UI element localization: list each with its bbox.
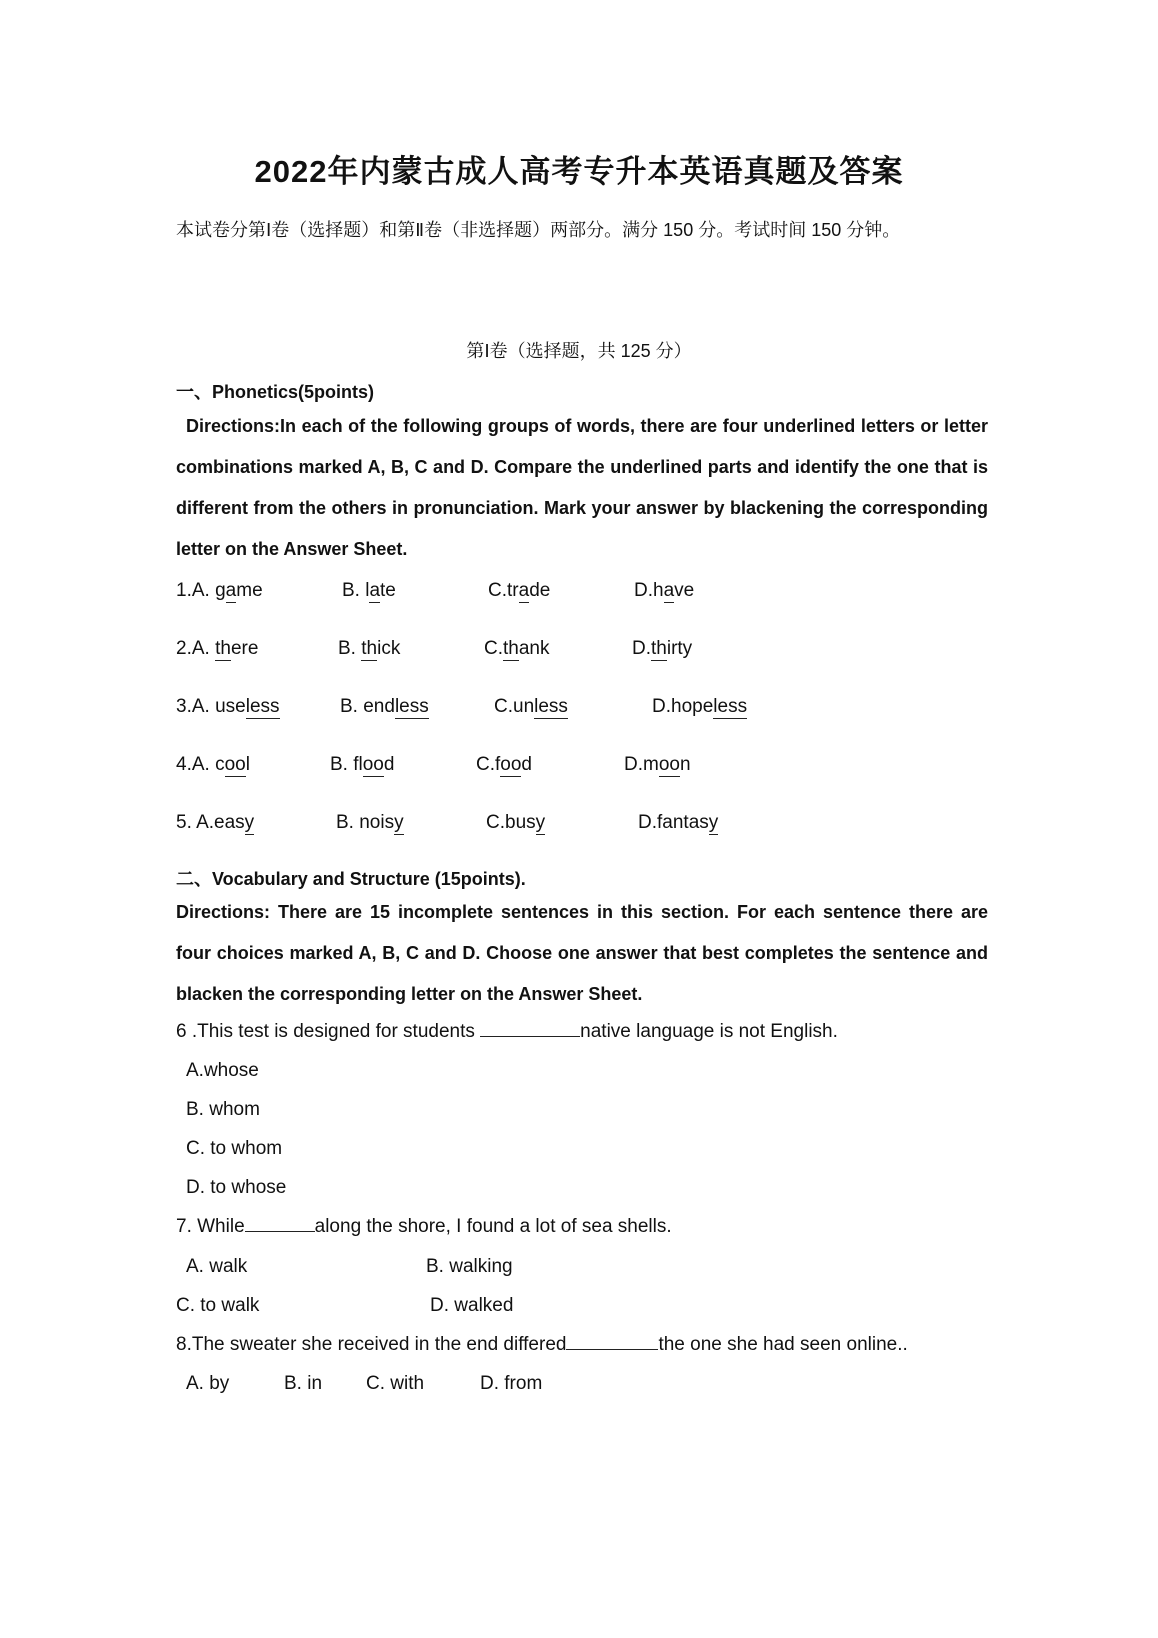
option-a: A. cool bbox=[191, 754, 250, 775]
question-6-option-a: A.whose bbox=[186, 1060, 259, 1081]
question-5 bbox=[176, 812, 254, 834]
question-8-stem: 8.The sweater she received in the end differed the one she had seen online.. bbox=[176, 1334, 908, 1355]
option-a: A. there bbox=[191, 638, 259, 659]
question-number: 5. bbox=[176, 812, 197, 833]
answer-blank bbox=[245, 1230, 315, 1232]
question-6-stem: 6 .This test is designed for students native language is not English. bbox=[176, 1021, 838, 1042]
question-3 bbox=[176, 696, 280, 718]
question-1-option-d: D.have bbox=[634, 580, 695, 601]
phonetics-heading: 一、Phonetics(5points) bbox=[176, 382, 375, 402]
question-1 bbox=[176, 580, 263, 602]
question-4-option-b: B. flood bbox=[330, 754, 395, 775]
option-a: A. useless bbox=[191, 696, 280, 717]
option-a: A. game bbox=[191, 580, 263, 601]
question-2-option-b: B. thick bbox=[338, 638, 401, 659]
question-number: 2. bbox=[176, 638, 192, 659]
question-4-option-d: D.moon bbox=[624, 754, 691, 775]
question-5-option-b: B. noisy bbox=[336, 812, 404, 833]
answer-blank bbox=[566, 1348, 658, 1350]
question-3-option-d: D.hopeless bbox=[652, 696, 748, 717]
question-3-option-c: C.unless bbox=[494, 696, 568, 717]
question-6-option-d: D. to whose bbox=[186, 1177, 287, 1198]
question-7-option-d: D. walked bbox=[430, 1295, 514, 1316]
question-5-option-d: D.fantasy bbox=[638, 812, 719, 833]
question-number: 3. bbox=[176, 696, 192, 717]
question-2-option-d: D.thirty bbox=[632, 638, 693, 659]
question-6-option-c: C. to whom bbox=[186, 1138, 283, 1159]
question-5-option-c: C.busy bbox=[486, 812, 546, 833]
question-8-option-d: D. from bbox=[480, 1373, 543, 1394]
question-7-option-a: A. walk bbox=[186, 1256, 248, 1277]
question-8-option-b: B. in bbox=[284, 1373, 323, 1394]
answer-blank bbox=[480, 1035, 580, 1037]
question-7-stem: 7. While along the shore, I found a lot of sea shells. bbox=[176, 1216, 672, 1237]
question-number: 4. bbox=[176, 754, 192, 775]
question-6-option-b: B. whom bbox=[186, 1099, 260, 1120]
question-1-option-b: B. late bbox=[342, 580, 396, 601]
page-title: 2022年内蒙古成人高考专升本英语真题及答案 bbox=[254, 154, 904, 189]
question-2 bbox=[176, 638, 258, 660]
exam-intro: 本试卷分第Ⅰ卷（选择题）和第Ⅱ卷（非选择题）两部分。满分 150 分。考试时间 150 分钟。 bbox=[176, 220, 901, 240]
question-8-option-c: C. with bbox=[366, 1373, 425, 1394]
volume-title: 第Ⅰ卷（选择题，共 125 分） bbox=[466, 341, 692, 361]
question-number: 1. bbox=[176, 580, 192, 601]
vocab-directions: Directions: There are 15 incomplete sentences in this section. For each sentence there are four choices marked A, B, C and D. Choose one answer that best completes the sentence and blacken the corresponding letter on the Answer Sheet. bbox=[176, 902, 988, 1004]
question-4-option-c: C.food bbox=[476, 754, 532, 775]
vocab-heading: 二、Vocabulary and Structure (15points). bbox=[176, 869, 526, 889]
question-3-option-b: B. endless bbox=[340, 696, 429, 717]
question-8-option-a: A. by bbox=[186, 1373, 230, 1394]
question-1-option-c: C.trade bbox=[488, 580, 551, 601]
question-4 bbox=[176, 754, 250, 776]
option-a: A.easy bbox=[196, 812, 255, 833]
question-7-option-c: C. to walk bbox=[176, 1295, 260, 1316]
phonetics-directions: Directions:In each of the following groups of words, there are four underlined letters or letter combinations marked A, B, C and D. Compare the underlined parts and identify the one that is different from the others in pronunciation. Mark your answer by blackening the corresponding letter on the Answer Sheet. bbox=[176, 416, 988, 559]
question-2-option-c: C.thank bbox=[484, 638, 550, 659]
question-7-option-b: B. walking bbox=[426, 1256, 513, 1277]
